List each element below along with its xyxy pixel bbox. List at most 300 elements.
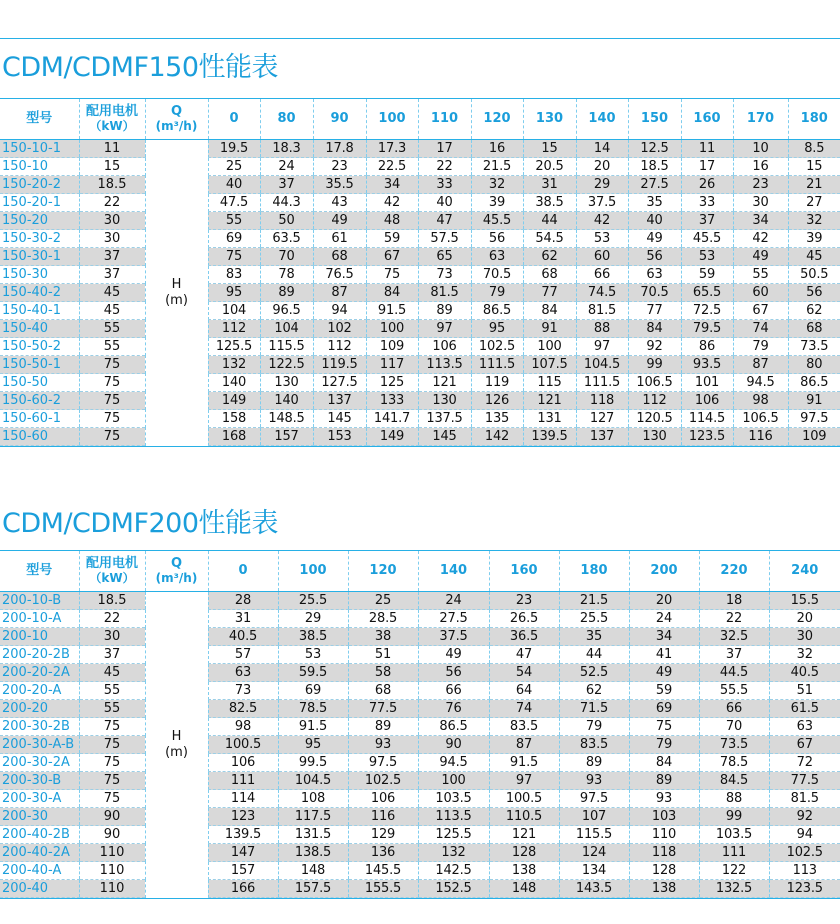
head-value-cell: 111 bbox=[208, 772, 278, 790]
head-value-cell: 93 bbox=[348, 736, 418, 754]
head-value-cell: 44 bbox=[523, 212, 576, 230]
head-value-cell: 59 bbox=[629, 682, 699, 700]
head-value-cell: 106.5 bbox=[628, 374, 681, 392]
head-value-cell: 123.5 bbox=[769, 880, 840, 898]
head-value-cell: 47 bbox=[418, 212, 471, 230]
table-row bbox=[0, 374, 840, 392]
head-value-cell: 134 bbox=[559, 862, 629, 880]
head-label: H bbox=[171, 276, 182, 292]
head-value-cell: 10 bbox=[733, 140, 788, 158]
head-value-cell: 116 bbox=[348, 808, 418, 826]
table-row bbox=[0, 772, 840, 790]
head-value-cell: 135 bbox=[471, 410, 523, 428]
head-value-cell: 100.5 bbox=[489, 790, 559, 808]
motor-power-cell: 75 bbox=[79, 736, 145, 754]
head-value-cell: 93.5 bbox=[681, 356, 733, 374]
bottom-rule bbox=[0, 446, 840, 447]
head-value-cell: 17.8 bbox=[313, 140, 366, 158]
head-value-cell: 28 bbox=[208, 592, 278, 610]
head-value-cell: 158 bbox=[208, 410, 260, 428]
head-value-cell: 83.5 bbox=[489, 718, 559, 736]
model-cell: 150-20 bbox=[0, 212, 79, 230]
head-value-cell: 84.5 bbox=[699, 772, 769, 790]
performance-table-200 bbox=[0, 551, 840, 898]
head-value-cell: 14 bbox=[576, 140, 628, 158]
head-value-cell: 34 bbox=[366, 176, 418, 194]
head-value-cell: 114 bbox=[208, 790, 278, 808]
head-value-cell: 79 bbox=[559, 718, 629, 736]
flow-value-header: 130 bbox=[523, 99, 576, 140]
head-value-cell: 45 bbox=[788, 248, 840, 266]
table-row bbox=[0, 628, 840, 646]
table-body-200 bbox=[0, 592, 840, 898]
head-value-cell: 102.5 bbox=[769, 844, 840, 862]
model-cell: 150-10 bbox=[0, 158, 79, 176]
model-cell: 200-30 bbox=[0, 808, 79, 826]
head-value-cell: 66 bbox=[699, 700, 769, 718]
head-value-cell: 63.5 bbox=[260, 230, 313, 248]
head-value-cell: 125 bbox=[366, 374, 418, 392]
head-value-cell: 15 bbox=[523, 140, 576, 158]
model-cell: 200-40-A bbox=[0, 862, 79, 880]
table-row bbox=[0, 410, 840, 428]
head-value-cell: 18.5 bbox=[628, 158, 681, 176]
head-value-cell: 102 bbox=[313, 320, 366, 338]
head-value-cell: 133 bbox=[366, 392, 418, 410]
head-value-cell: 20 bbox=[769, 610, 840, 628]
flow-value-header: 240 bbox=[769, 551, 840, 592]
head-value-cell: 47.5 bbox=[208, 194, 260, 212]
head-value-cell: 37 bbox=[260, 176, 313, 194]
head-value-cell: 104.5 bbox=[278, 772, 348, 790]
head-value-cell: 16 bbox=[733, 158, 788, 176]
head-value-cell: 77 bbox=[523, 284, 576, 302]
table-row bbox=[0, 338, 840, 356]
head-value-cell: 30 bbox=[769, 628, 840, 646]
table-row bbox=[0, 140, 840, 158]
head-value-cell: 125.5 bbox=[418, 826, 489, 844]
head-value-cell: 130 bbox=[418, 392, 471, 410]
head-value-cell: 39 bbox=[471, 194, 523, 212]
head-value-cell: 79.5 bbox=[681, 320, 733, 338]
model-cell: 200-30-A bbox=[0, 790, 79, 808]
head-value-cell: 28.5 bbox=[348, 610, 418, 628]
model-cell: 200-30-B bbox=[0, 772, 79, 790]
head-value-cell: 115.5 bbox=[559, 826, 629, 844]
head-value-cell: 122.5 bbox=[260, 356, 313, 374]
head-value-cell: 78.5 bbox=[699, 754, 769, 772]
head-value-cell: 66 bbox=[576, 266, 628, 284]
head-value-cell: 152.5 bbox=[418, 880, 489, 898]
head-value-cell: 86 bbox=[681, 338, 733, 356]
model-cell: 200-20-2A bbox=[0, 664, 79, 682]
head-value-cell: 63 bbox=[628, 266, 681, 284]
head-value-cell: 138 bbox=[489, 862, 559, 880]
head-value-cell: 35 bbox=[628, 194, 681, 212]
head-value-cell: 37.5 bbox=[576, 194, 628, 212]
model-cell: 200-10 bbox=[0, 628, 79, 646]
head-value-cell: 24 bbox=[418, 592, 489, 610]
head-value-cell: 32.5 bbox=[699, 628, 769, 646]
head-value-cell: 131 bbox=[523, 410, 576, 428]
head-value-cell: 21.5 bbox=[559, 592, 629, 610]
head-value-cell: 59 bbox=[366, 230, 418, 248]
head-value-cell: 117.5 bbox=[278, 808, 348, 826]
head-value-cell: 123 bbox=[208, 808, 278, 826]
head-value-cell: 26 bbox=[681, 176, 733, 194]
head-value-cell: 83.5 bbox=[559, 736, 629, 754]
head-value-cell: 69 bbox=[208, 230, 260, 248]
head-value-cell: 97 bbox=[489, 772, 559, 790]
table-row bbox=[0, 880, 840, 898]
head-value-cell: 75 bbox=[629, 718, 699, 736]
table-row bbox=[0, 194, 840, 212]
head-value-cell: 77.5 bbox=[348, 700, 418, 718]
head-value-cell: 149 bbox=[208, 392, 260, 410]
head-value-cell: 21.5 bbox=[471, 158, 523, 176]
head-value-cell: 33 bbox=[681, 194, 733, 212]
head-value-cell: 54.5 bbox=[523, 230, 576, 248]
head-value-cell: 126 bbox=[471, 392, 523, 410]
head-value-cell: 63 bbox=[208, 664, 278, 682]
head-value-cell: 100 bbox=[523, 338, 576, 356]
head-value-cell: 44.3 bbox=[260, 194, 313, 212]
head-value-cell: 113.5 bbox=[418, 356, 471, 374]
head-value-cell: 79 bbox=[471, 284, 523, 302]
head-value-cell: 27.5 bbox=[418, 610, 489, 628]
head-value-cell: 106 bbox=[208, 754, 278, 772]
head-value-cell: 137 bbox=[576, 428, 628, 446]
head-value-cell: 72 bbox=[769, 754, 840, 772]
table-title: CDM/CDMF200性能表 bbox=[2, 508, 279, 539]
head-value-cell: 107 bbox=[559, 808, 629, 826]
motor-power-cell: 15 bbox=[79, 158, 145, 176]
head-value-cell: 45.5 bbox=[681, 230, 733, 248]
table-row bbox=[0, 428, 840, 446]
head-value-cell: 119 bbox=[471, 374, 523, 392]
head-value-cell: 59.5 bbox=[278, 664, 348, 682]
head-value-cell: 68 bbox=[523, 266, 576, 284]
head-value-cell: 53 bbox=[278, 646, 348, 664]
head-value-cell: 91.5 bbox=[489, 754, 559, 772]
head-value-cell: 27 bbox=[788, 194, 840, 212]
head-value-cell: 97.5 bbox=[559, 790, 629, 808]
table-row bbox=[0, 808, 840, 826]
head-value-cell: 83 bbox=[208, 266, 260, 284]
head-value-cell: 49 bbox=[628, 230, 681, 248]
head-value-cell: 55.5 bbox=[699, 682, 769, 700]
head-value-cell: 17 bbox=[681, 158, 733, 176]
head-value-cell: 78 bbox=[260, 266, 313, 284]
head-value-cell: 97.5 bbox=[348, 754, 418, 772]
head-value-cell: 106 bbox=[681, 392, 733, 410]
head-value-cell: 81.5 bbox=[769, 790, 840, 808]
head-value-cell: 24 bbox=[629, 610, 699, 628]
head-value-cell: 73 bbox=[208, 682, 278, 700]
model-cell: 150-50-1 bbox=[0, 356, 79, 374]
motor-power-cell: 45 bbox=[79, 302, 145, 320]
head-value-cell: 17 bbox=[418, 140, 471, 158]
head-value-cell: 58 bbox=[348, 664, 418, 682]
head-value-cell: 55 bbox=[733, 266, 788, 284]
head-value-cell: 97 bbox=[418, 320, 471, 338]
head-value-cell: 76.5 bbox=[313, 266, 366, 284]
head-value-cell: 140 bbox=[208, 374, 260, 392]
head-value-cell: 104 bbox=[260, 320, 313, 338]
flow-value-header: 80 bbox=[260, 99, 313, 140]
head-unit-label: (m) bbox=[165, 292, 188, 308]
head-value-cell: 74 bbox=[489, 700, 559, 718]
head-value-cell: 88 bbox=[576, 320, 628, 338]
model-cell: 200-20-2B bbox=[0, 646, 79, 664]
head-value-cell: 44 bbox=[559, 646, 629, 664]
model-cell: 150-30 bbox=[0, 266, 79, 284]
head-value-cell: 138 bbox=[629, 880, 699, 898]
head-value-cell: 112 bbox=[208, 320, 260, 338]
flow-value-header: 140 bbox=[418, 551, 489, 592]
head-value-cell: 16 bbox=[471, 140, 523, 158]
head-value-cell: 56 bbox=[628, 248, 681, 266]
head-value-cell: 142 bbox=[471, 428, 523, 446]
head-value-cell: 40 bbox=[628, 212, 681, 230]
head-value-cell: 98 bbox=[733, 392, 788, 410]
head-value-cell: 29 bbox=[278, 610, 348, 628]
head-value-cell: 20.5 bbox=[523, 158, 576, 176]
head-value-cell: 11 bbox=[681, 140, 733, 158]
head-value-cell: 95 bbox=[471, 320, 523, 338]
head-value-cell: 106.5 bbox=[733, 410, 788, 428]
flow-value-header: 200 bbox=[629, 551, 699, 592]
motor-power-cell: 30 bbox=[79, 212, 145, 230]
table-row bbox=[0, 826, 840, 844]
head-value-cell: 40 bbox=[418, 194, 471, 212]
head-value-cell: 63 bbox=[471, 248, 523, 266]
head-value-cell: 88 bbox=[699, 790, 769, 808]
head-value-cell: 92 bbox=[628, 338, 681, 356]
head-value-cell: 8.5 bbox=[788, 140, 840, 158]
head-value-cell: 123.5 bbox=[681, 428, 733, 446]
head-value-cell: 49 bbox=[313, 212, 366, 230]
table-row bbox=[0, 356, 840, 374]
head-value-cell: 38.5 bbox=[523, 194, 576, 212]
head-value-cell: 57.5 bbox=[418, 230, 471, 248]
head-value-cell: 49 bbox=[733, 248, 788, 266]
head-value-cell: 121 bbox=[418, 374, 471, 392]
model-header: 型号 bbox=[26, 563, 53, 578]
head-value-cell: 103.5 bbox=[699, 826, 769, 844]
head-value-cell: 122 bbox=[699, 862, 769, 880]
model-cell: 150-60-1 bbox=[0, 410, 79, 428]
head-unit-cell bbox=[145, 140, 208, 446]
head-value-cell: 117 bbox=[366, 356, 418, 374]
head-value-cell: 115.5 bbox=[260, 338, 313, 356]
motor-power-cell: 75 bbox=[79, 392, 145, 410]
head-value-cell: 130 bbox=[260, 374, 313, 392]
flow-value-header: 150 bbox=[628, 99, 681, 140]
head-value-cell: 56 bbox=[471, 230, 523, 248]
head-value-cell: 68 bbox=[313, 248, 366, 266]
head-value-cell: 111 bbox=[699, 844, 769, 862]
head-value-cell: 112 bbox=[313, 338, 366, 356]
head-value-cell: 23 bbox=[733, 176, 788, 194]
motor-header: 配用电机 （kW） bbox=[79, 551, 145, 592]
head-value-cell: 56 bbox=[788, 284, 840, 302]
head-value-cell: 45.5 bbox=[471, 212, 523, 230]
table-row bbox=[0, 212, 840, 230]
head-value-cell: 130 bbox=[628, 428, 681, 446]
head-value-cell: 137 bbox=[313, 392, 366, 410]
head-value-cell: 40.5 bbox=[769, 664, 840, 682]
model-cell: 200-20 bbox=[0, 700, 79, 718]
flow-value-header: 220 bbox=[699, 551, 769, 592]
head-value-cell: 148 bbox=[489, 880, 559, 898]
head-value-cell: 74.5 bbox=[576, 284, 628, 302]
model-cell: 150-40-1 bbox=[0, 302, 79, 320]
head-value-cell: 157 bbox=[260, 428, 313, 446]
head-value-cell: 102.5 bbox=[471, 338, 523, 356]
head-value-cell: 94.5 bbox=[733, 374, 788, 392]
motor-power-cell: 37 bbox=[79, 248, 145, 266]
head-value-cell: 139.5 bbox=[523, 428, 576, 446]
head-value-cell: 94 bbox=[313, 302, 366, 320]
model-cell: 150-50 bbox=[0, 374, 79, 392]
motor-power-cell: 110 bbox=[79, 880, 145, 898]
head-value-cell: 51 bbox=[769, 682, 840, 700]
head-value-cell: 143.5 bbox=[559, 880, 629, 898]
head-value-cell: 157.5 bbox=[278, 880, 348, 898]
head-value-cell: 70.5 bbox=[628, 284, 681, 302]
motor-power-cell: 55 bbox=[79, 320, 145, 338]
head-value-cell: 18.3 bbox=[260, 140, 313, 158]
head-value-cell: 110 bbox=[629, 826, 699, 844]
head-value-cell: 91.5 bbox=[366, 302, 418, 320]
head-value-cell: 148 bbox=[278, 862, 348, 880]
motor-power-cell: 55 bbox=[79, 700, 145, 718]
head-value-cell: 50 bbox=[260, 212, 313, 230]
head-value-cell: 22 bbox=[418, 158, 471, 176]
head-value-cell: 99.5 bbox=[278, 754, 348, 772]
model-cell: 150-20-2 bbox=[0, 176, 79, 194]
table-row bbox=[0, 646, 840, 664]
head-value-cell: 38.5 bbox=[278, 628, 348, 646]
head-value-cell: 109 bbox=[788, 428, 840, 446]
flow-value-header: 140 bbox=[576, 99, 628, 140]
flow-value-header: 120 bbox=[348, 551, 418, 592]
head-value-cell: 31 bbox=[523, 176, 576, 194]
head-value-cell: 15 bbox=[788, 158, 840, 176]
motor-power-cell: 75 bbox=[79, 356, 145, 374]
head-value-cell: 70 bbox=[699, 718, 769, 736]
table-row bbox=[0, 754, 840, 772]
model-cell: 200-30-A-B bbox=[0, 736, 79, 754]
flow-value-header: 0 bbox=[208, 99, 260, 140]
head-value-cell: 15.5 bbox=[769, 592, 840, 610]
head-value-cell: 67 bbox=[769, 736, 840, 754]
head-value-cell: 86.5 bbox=[471, 302, 523, 320]
head-value-cell: 109 bbox=[366, 338, 418, 356]
flow-value-header: 90 bbox=[313, 99, 366, 140]
flow-header: Q (m³/h) bbox=[145, 99, 208, 140]
model-cell: 200-10-A bbox=[0, 610, 79, 628]
head-value-cell: 27.5 bbox=[628, 176, 681, 194]
head-value-cell: 107.5 bbox=[523, 356, 576, 374]
head-value-cell: 40.5 bbox=[208, 628, 278, 646]
motor-power-cell: 75 bbox=[79, 790, 145, 808]
head-value-cell: 87 bbox=[733, 356, 788, 374]
head-value-cell: 127.5 bbox=[313, 374, 366, 392]
model-cell: 150-60 bbox=[0, 428, 79, 446]
table-row bbox=[0, 682, 840, 700]
head-value-cell: 95 bbox=[278, 736, 348, 754]
motor-power-cell: 75 bbox=[79, 754, 145, 772]
head-value-cell: 65 bbox=[418, 248, 471, 266]
head-value-cell: 37 bbox=[699, 646, 769, 664]
head-value-cell: 91 bbox=[788, 392, 840, 410]
table-section-150 bbox=[0, 38, 840, 447]
motor-power-cell: 45 bbox=[79, 664, 145, 682]
head-value-cell: 32 bbox=[769, 646, 840, 664]
head-value-cell: 53 bbox=[681, 248, 733, 266]
head-value-cell: 92 bbox=[769, 808, 840, 826]
flow-header: Q (m³/h) bbox=[145, 551, 208, 592]
head-value-cell: 128 bbox=[489, 844, 559, 862]
flow-value-header: 180 bbox=[788, 99, 840, 140]
table-row bbox=[0, 320, 840, 338]
table-row bbox=[0, 302, 840, 320]
head-value-cell: 48 bbox=[366, 212, 418, 230]
motor-power-cell: 90 bbox=[79, 808, 145, 826]
table-row bbox=[0, 862, 840, 880]
head-value-cell: 68 bbox=[348, 682, 418, 700]
head-value-cell: 90 bbox=[418, 736, 489, 754]
motor-power-cell: 18.5 bbox=[79, 592, 145, 610]
head-value-cell: 84 bbox=[628, 320, 681, 338]
head-value-cell: 103.5 bbox=[418, 790, 489, 808]
flow-value-header: 100 bbox=[278, 551, 348, 592]
head-value-cell: 103 bbox=[629, 808, 699, 826]
head-value-cell: 112 bbox=[628, 392, 681, 410]
head-value-cell: 56 bbox=[418, 664, 489, 682]
table-row bbox=[0, 718, 840, 736]
model-cell: 200-20-A bbox=[0, 682, 79, 700]
bottom-rule bbox=[0, 898, 840, 899]
model-cell: 200-30-2B bbox=[0, 718, 79, 736]
head-unit-label: (m) bbox=[165, 744, 188, 760]
motor-power-cell: 22 bbox=[79, 610, 145, 628]
head-value-cell: 75 bbox=[208, 248, 260, 266]
head-value-cell: 140 bbox=[260, 392, 313, 410]
table-row bbox=[0, 592, 840, 610]
model-cell: 200-10-B bbox=[0, 592, 79, 610]
head-value-cell: 132.5 bbox=[699, 880, 769, 898]
table-row bbox=[0, 266, 840, 284]
motor-header: 配用电机 （kW） bbox=[79, 99, 145, 140]
head-value-cell: 91.5 bbox=[278, 718, 348, 736]
head-value-cell: 157 bbox=[208, 862, 278, 880]
head-value-cell: 61.5 bbox=[769, 700, 840, 718]
head-value-cell: 62 bbox=[523, 248, 576, 266]
head-value-cell: 113 bbox=[769, 862, 840, 880]
head-value-cell: 67 bbox=[366, 248, 418, 266]
head-value-cell: 60 bbox=[733, 284, 788, 302]
motor-power-cell: 45 bbox=[79, 284, 145, 302]
flow-value-header: 170 bbox=[733, 99, 788, 140]
head-value-cell: 37.5 bbox=[418, 628, 489, 646]
head-value-cell: 114.5 bbox=[681, 410, 733, 428]
head-value-cell: 113.5 bbox=[418, 808, 489, 826]
head-value-cell: 89 bbox=[348, 718, 418, 736]
head-value-cell: 155.5 bbox=[348, 880, 418, 898]
